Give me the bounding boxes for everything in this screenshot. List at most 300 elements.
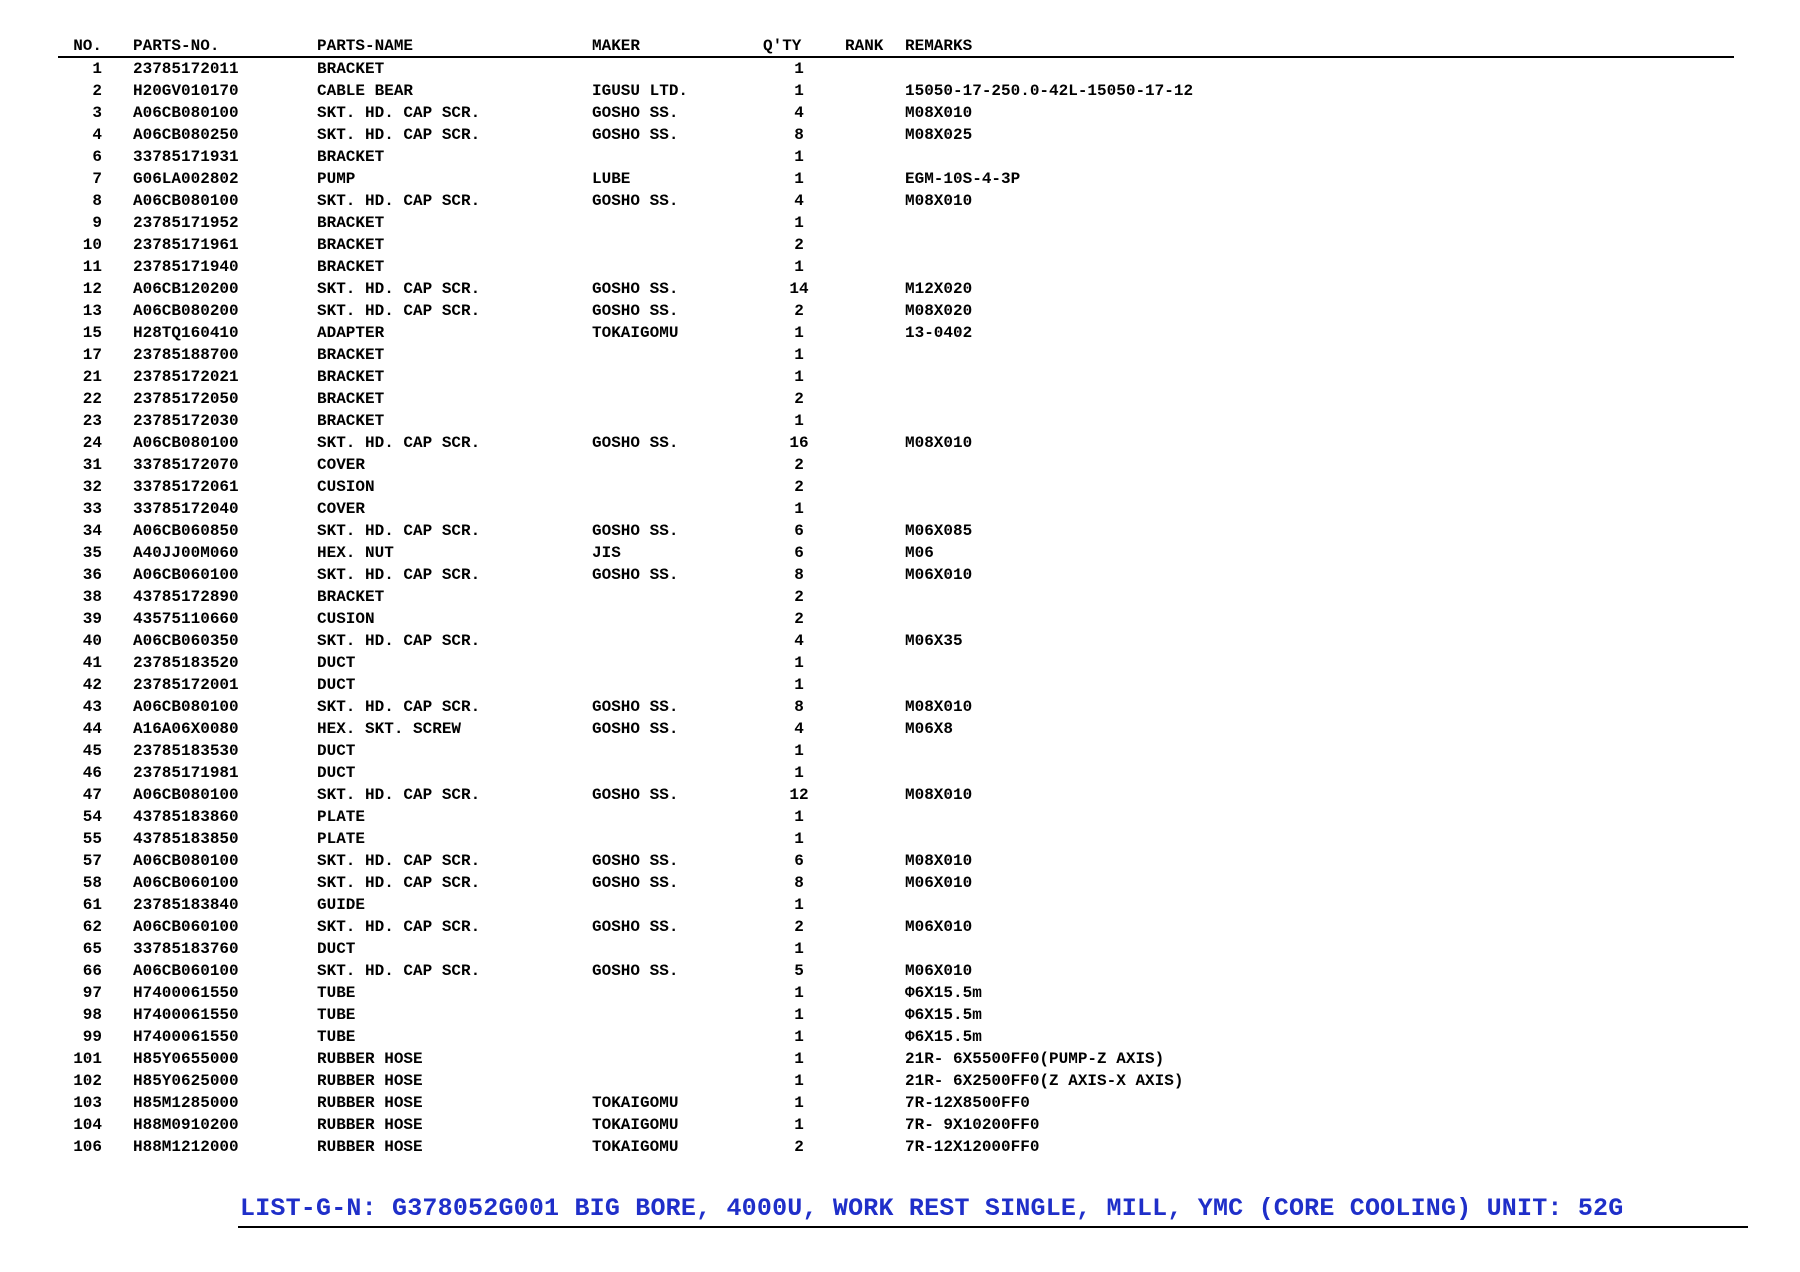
- cell-maker: GOSHO SS.: [592, 720, 679, 738]
- cell-qty: 2: [794, 1138, 804, 1156]
- cell-parts-no: H85Y0625000: [133, 1072, 239, 1090]
- cell-parts-name: COVER: [317, 500, 366, 518]
- cell-qty: 1: [794, 1050, 804, 1068]
- table-row: [58, 146, 1734, 168]
- cell-parts-name: SKT. HD. CAP SCR.: [317, 566, 481, 584]
- cell-parts-no: 23785183840: [133, 896, 239, 914]
- cell-qty: 1: [794, 82, 804, 100]
- cell-qty: 1: [794, 148, 804, 166]
- cell-parts-no: 33785172040: [133, 500, 239, 518]
- cell-no: 101: [73, 1050, 102, 1068]
- cell-no: 41: [82, 654, 102, 672]
- cell-parts-no: 23785172001: [133, 676, 239, 694]
- cell-remarks: M06X010: [905, 962, 973, 980]
- cell-no: 38: [82, 588, 102, 606]
- cell-parts-name: SKT. HD. CAP SCR.: [317, 104, 481, 122]
- table-row: [58, 1026, 1734, 1048]
- cell-parts-no: 23785172011: [133, 60, 239, 78]
- cell-parts-no: H85M1285000: [133, 1094, 239, 1112]
- cell-parts-name: SKT. HD. CAP SCR.: [317, 852, 481, 870]
- cell-qty: 1: [794, 654, 804, 672]
- cell-no: 2: [92, 82, 102, 100]
- cell-qty: 1: [794, 764, 804, 782]
- cell-qty: 1: [794, 940, 804, 958]
- cell-parts-name: SKT. HD. CAP SCR.: [317, 962, 481, 980]
- cell-parts-name: SKT. HD. CAP SCR.: [317, 918, 481, 936]
- cell-no: 17: [82, 346, 102, 364]
- cell-parts-no: A06CB080250: [133, 126, 239, 144]
- cell-qty: 1: [794, 830, 804, 848]
- cell-parts-name: PUMP: [317, 170, 356, 188]
- cell-remarks: M08X010: [905, 698, 973, 716]
- cell-parts-no: A06CB060100: [133, 918, 239, 936]
- cell-qty: 8: [794, 874, 804, 892]
- table-row: [58, 630, 1734, 652]
- cell-remarks: 7R- 9X10200FF0: [905, 1116, 1040, 1134]
- cell-remarks: EGM-10S-4-3P: [905, 170, 1021, 188]
- cell-remarks: 21R- 6X2500FF0(Z AXIS-X AXIS): [905, 1072, 1184, 1090]
- cell-remarks: 7R-12X8500FF0: [905, 1094, 1030, 1112]
- cell-maker: GOSHO SS.: [592, 918, 679, 936]
- cell-qty: 1: [794, 896, 804, 914]
- cell-parts-no: A06CB080100: [133, 192, 239, 210]
- table-body: [58, 58, 1734, 1158]
- table-row: [58, 58, 1734, 80]
- cell-remarks: M06: [905, 544, 934, 562]
- cell-parts-name: HEX. SKT. SCREW: [317, 720, 462, 738]
- cell-parts-name: SKT. HD. CAP SCR.: [317, 434, 481, 452]
- cell-no: 106: [73, 1138, 102, 1156]
- table-row: [58, 234, 1734, 256]
- cell-qty: 2: [794, 302, 804, 320]
- cell-no: 40: [82, 632, 102, 650]
- cell-no: 23: [82, 412, 102, 430]
- cell-qty: 1: [794, 1116, 804, 1134]
- cell-remarks: M06X35: [905, 632, 963, 650]
- cell-parts-no: A06CB060100: [133, 874, 239, 892]
- table-row: [58, 938, 1734, 960]
- table-row: [58, 1114, 1734, 1136]
- table-row: [58, 608, 1734, 630]
- cell-parts-no: A06CB080100: [133, 852, 239, 870]
- list-title: LIST-G-N: G378052G001 BIG BORE, 4000U, WORK REST SINGLE, MILL, YMC (CORE COOLING) UNIT: 52G: [240, 1194, 1624, 1223]
- cell-qty: 1: [794, 346, 804, 364]
- cell-parts-name: SKT. HD. CAP SCR.: [317, 280, 481, 298]
- cell-parts-no: 43785183850: [133, 830, 239, 848]
- table-row: [58, 212, 1734, 234]
- cell-qty: 4: [794, 720, 804, 738]
- table-row: [58, 1092, 1734, 1114]
- table-row: [58, 718, 1734, 740]
- cell-remarks: M08X020: [905, 302, 973, 320]
- cell-no: 98: [82, 1006, 102, 1024]
- cell-no: 34: [82, 522, 102, 540]
- cell-qty: 1: [794, 1072, 804, 1090]
- cell-no: 24: [82, 434, 102, 452]
- header-maker: MAKER: [592, 37, 641, 55]
- cell-parts-no: A06CB080100: [133, 434, 239, 452]
- table-row: [58, 762, 1734, 784]
- cell-qty: 2: [794, 478, 804, 496]
- cell-maker: IGUSU LTD.: [592, 82, 689, 100]
- cell-parts-no: 23785171981: [133, 764, 239, 782]
- cell-qty: 1: [794, 1094, 804, 1112]
- cell-qty: 12: [789, 786, 809, 804]
- cell-parts-name: BRACKET: [317, 214, 385, 232]
- table-row: [58, 322, 1734, 344]
- cell-parts-no: H88M1212000: [133, 1138, 239, 1156]
- cell-qty: 1: [794, 676, 804, 694]
- cell-parts-name: DUCT: [317, 940, 356, 958]
- cell-parts-name: BRACKET: [317, 412, 385, 430]
- table-row: [58, 1004, 1734, 1026]
- cell-qty: 1: [794, 742, 804, 760]
- cell-qty: 1: [794, 368, 804, 386]
- cell-parts-no: 23785171952: [133, 214, 239, 232]
- table-row: [58, 1048, 1734, 1070]
- cell-qty: 6: [794, 522, 804, 540]
- cell-parts-name: RUBBER HOSE: [317, 1050, 423, 1068]
- cell-parts-name: SKT. HD. CAP SCR.: [317, 786, 481, 804]
- cell-qty: 1: [794, 60, 804, 78]
- cell-no: 54: [82, 808, 102, 826]
- cell-no: 11: [82, 258, 102, 276]
- table-row: [58, 168, 1734, 190]
- cell-remarks: M08X010: [905, 852, 973, 870]
- cell-parts-no: H20GV010170: [133, 82, 239, 100]
- cell-parts-no: H7400061550: [133, 984, 239, 1002]
- cell-remarks: M08X010: [905, 104, 973, 122]
- table-row: [58, 652, 1734, 674]
- cell-parts-name: CUSION: [317, 610, 375, 628]
- table-row: [58, 982, 1734, 1004]
- cell-no: 61: [82, 896, 102, 914]
- cell-parts-name: SKT. HD. CAP SCR.: [317, 126, 481, 144]
- cell-remarks: M08X010: [905, 434, 973, 452]
- cell-no: 103: [73, 1094, 102, 1112]
- cell-qty: 2: [794, 390, 804, 408]
- cell-no: 8: [92, 192, 102, 210]
- cell-parts-no: 23785171940: [133, 258, 239, 276]
- cell-parts-name: PLATE: [317, 808, 366, 826]
- cell-parts-name: BRACKET: [317, 346, 385, 364]
- cell-parts-no: 33785183760: [133, 940, 239, 958]
- cell-qty: 2: [794, 588, 804, 606]
- header-qty: Q'TY: [763, 37, 802, 55]
- cell-parts-name: DUCT: [317, 742, 356, 760]
- cell-parts-no: 33785172061: [133, 478, 239, 496]
- cell-parts-no: 33785171931: [133, 148, 239, 166]
- cell-qty: 8: [794, 566, 804, 584]
- table-row: [58, 80, 1734, 102]
- table-row: [58, 102, 1734, 124]
- cell-no: 31: [82, 456, 102, 474]
- cell-maker: GOSHO SS.: [592, 962, 679, 980]
- cell-no: 1: [92, 60, 102, 78]
- cell-parts-name: TUBE: [317, 1028, 356, 1046]
- cell-no: 36: [82, 566, 102, 584]
- cell-parts-no: H7400061550: [133, 1006, 239, 1024]
- cell-parts-no: 33785172070: [133, 456, 239, 474]
- cell-parts-no: A06CB060350: [133, 632, 239, 650]
- cell-parts-name: RUBBER HOSE: [317, 1072, 423, 1090]
- cell-parts-no: A06CB060100: [133, 962, 239, 980]
- cell-parts-no: 23785172030: [133, 412, 239, 430]
- cell-parts-name: BRACKET: [317, 588, 385, 606]
- table-row: [58, 410, 1734, 432]
- cell-no: 58: [82, 874, 102, 892]
- cell-maker: LUBE: [592, 170, 631, 188]
- cell-maker: TOKAIGOMU: [592, 324, 679, 342]
- parts-table: [58, 36, 1734, 1158]
- cell-qty: 8: [794, 698, 804, 716]
- cell-parts-name: BRACKET: [317, 148, 385, 166]
- table-row: [58, 388, 1734, 410]
- cell-qty: 1: [794, 500, 804, 518]
- cell-remarks: M06X010: [905, 918, 973, 936]
- table-row: [58, 278, 1734, 300]
- cell-no: 32: [82, 478, 102, 496]
- cell-parts-name: CABLE BEAR: [317, 82, 414, 100]
- cell-remarks: M08X025: [905, 126, 973, 144]
- cell-no: 46: [82, 764, 102, 782]
- cell-qty: 1: [794, 1006, 804, 1024]
- cell-parts-no: A06CB120200: [133, 280, 239, 298]
- cell-qty: 1: [794, 808, 804, 826]
- cell-parts-name: SKT. HD. CAP SCR.: [317, 632, 481, 650]
- cell-qty: 1: [794, 984, 804, 1002]
- cell-parts-no: H85Y0655000: [133, 1050, 239, 1068]
- cell-no: 3: [92, 104, 102, 122]
- cell-maker: GOSHO SS.: [592, 852, 679, 870]
- cell-qty: 2: [794, 918, 804, 936]
- cell-qty: 1: [794, 324, 804, 342]
- cell-maker: GOSHO SS.: [592, 874, 679, 892]
- table-row: [58, 784, 1734, 806]
- table-row: [58, 300, 1734, 322]
- cell-no: 43: [82, 698, 102, 716]
- cell-parts-no: A06CB080100: [133, 104, 239, 122]
- cell-no: 55: [82, 830, 102, 848]
- cell-parts-no: A06CB080100: [133, 698, 239, 716]
- cell-qty: 14: [789, 280, 809, 298]
- cell-parts-name: BRACKET: [317, 390, 385, 408]
- table-row: [58, 960, 1734, 982]
- table-row: [58, 498, 1734, 520]
- table-row: [58, 828, 1734, 850]
- list-title-bar: [238, 1186, 1748, 1228]
- cell-maker: GOSHO SS.: [592, 786, 679, 804]
- cell-qty: 8: [794, 126, 804, 144]
- cell-parts-no: A16A06X0080: [133, 720, 239, 738]
- cell-qty: 4: [794, 192, 804, 210]
- cell-parts-no: 23785172021: [133, 368, 239, 386]
- table-row: [58, 542, 1734, 564]
- cell-parts-name: DUCT: [317, 764, 356, 782]
- cell-maker: GOSHO SS.: [592, 566, 679, 584]
- cell-parts-name: TUBE: [317, 1006, 356, 1024]
- table-header: [58, 36, 1734, 58]
- cell-remarks: M08X010: [905, 786, 973, 804]
- cell-qty: 1: [794, 170, 804, 188]
- cell-maker: GOSHO SS.: [592, 104, 679, 122]
- table-row: [58, 586, 1734, 608]
- cell-parts-name: TUBE: [317, 984, 356, 1002]
- cell-parts-name: RUBBER HOSE: [317, 1116, 423, 1134]
- cell-no: 15: [82, 324, 102, 342]
- header-remarks: REMARKS: [905, 37, 973, 55]
- cell-no: 22: [82, 390, 102, 408]
- cell-no: 97: [82, 984, 102, 1002]
- cell-parts-no: H88M0910200: [133, 1116, 239, 1134]
- cell-parts-no: 23785183530: [133, 742, 239, 760]
- table-row: [58, 476, 1734, 498]
- cell-remarks: M06X010: [905, 874, 973, 892]
- cell-qty: 4: [794, 632, 804, 650]
- table-row: [58, 740, 1734, 762]
- cell-parts-no: 23785171961: [133, 236, 239, 254]
- cell-remarks: M06X8: [905, 720, 954, 738]
- cell-qty: 6: [794, 544, 804, 562]
- cell-qty: 1: [794, 258, 804, 276]
- cell-no: 35: [82, 544, 102, 562]
- cell-qty: 6: [794, 852, 804, 870]
- table-row: [58, 124, 1734, 146]
- cell-no: 9: [92, 214, 102, 232]
- table-row: [58, 454, 1734, 476]
- table-row: [58, 344, 1734, 366]
- cell-no: 21: [82, 368, 102, 386]
- cell-no: 10: [82, 236, 102, 254]
- cell-parts-name: BRACKET: [317, 60, 385, 78]
- cell-no: 7: [92, 170, 102, 188]
- cell-parts-no: 23785183520: [133, 654, 239, 672]
- table-row: [58, 366, 1734, 388]
- table-row: [58, 696, 1734, 718]
- cell-parts-no: 43785183860: [133, 808, 239, 826]
- cell-parts-no: 23785188700: [133, 346, 239, 364]
- cell-maker: TOKAIGOMU: [592, 1138, 679, 1156]
- cell-parts-name: SKT. HD. CAP SCR.: [317, 874, 481, 892]
- cell-no: 45: [82, 742, 102, 760]
- cell-maker: GOSHO SS.: [592, 280, 679, 298]
- cell-parts-no: A06CB060850: [133, 522, 239, 540]
- cell-qty: 2: [794, 456, 804, 474]
- table-row: [58, 894, 1734, 916]
- cell-remarks: M06X085: [905, 522, 973, 540]
- cell-parts-no: 23785172050: [133, 390, 239, 408]
- cell-parts-name: SKT. HD. CAP SCR.: [317, 698, 481, 716]
- cell-maker: GOSHO SS.: [592, 698, 679, 716]
- cell-qty: 1: [794, 412, 804, 430]
- cell-parts-name: BRACKET: [317, 236, 385, 254]
- cell-qty: 5: [794, 962, 804, 980]
- cell-no: 102: [73, 1072, 102, 1090]
- cell-maker: GOSHO SS.: [592, 192, 679, 210]
- cell-remarks: M12X020: [905, 280, 973, 298]
- cell-remarks: Φ6X15.5m: [905, 1006, 982, 1024]
- cell-parts-name: DUCT: [317, 654, 356, 672]
- cell-parts-name: BRACKET: [317, 368, 385, 386]
- cell-qty: 2: [794, 610, 804, 628]
- cell-no: 99: [82, 1028, 102, 1046]
- cell-remarks: 21R- 6X5500FF0(PUMP-Z AXIS): [905, 1050, 1165, 1068]
- cell-no: 33: [82, 500, 102, 518]
- table-row: [58, 674, 1734, 696]
- cell-maker: GOSHO SS.: [592, 434, 679, 452]
- cell-remarks: Φ6X15.5m: [905, 984, 982, 1002]
- cell-parts-no: 43785172890: [133, 588, 239, 606]
- cell-no: 42: [82, 676, 102, 694]
- cell-no: 47: [82, 786, 102, 804]
- header-parts-name: PARTS-NAME: [317, 37, 414, 55]
- table-row: [58, 872, 1734, 894]
- table-row: [58, 520, 1734, 542]
- cell-qty: 16: [789, 434, 809, 452]
- cell-remarks: 7R-12X12000FF0: [905, 1138, 1040, 1156]
- cell-qty: 1: [794, 214, 804, 232]
- cell-maker: GOSHO SS.: [592, 126, 679, 144]
- cell-parts-name: SKT. HD. CAP SCR.: [317, 522, 481, 540]
- table-row: [58, 1136, 1734, 1158]
- cell-maker: TOKAIGOMU: [592, 1094, 679, 1112]
- cell-parts-no: A40JJ00M060: [133, 544, 239, 562]
- cell-no: 4: [92, 126, 102, 144]
- cell-no: 62: [82, 918, 102, 936]
- cell-parts-name: RUBBER HOSE: [317, 1094, 423, 1112]
- header-parts-no: PARTS-NO.: [133, 37, 220, 55]
- cell-parts-no: 43575110660: [133, 610, 239, 628]
- cell-parts-no: H7400061550: [133, 1028, 239, 1046]
- cell-parts-name: BRACKET: [317, 258, 385, 276]
- cell-maker: GOSHO SS.: [592, 522, 679, 540]
- cell-parts-name: RUBBER HOSE: [317, 1138, 423, 1156]
- cell-parts-name: ADAPTER: [317, 324, 385, 342]
- cell-parts-no: H28TQ160410: [133, 324, 239, 342]
- cell-remarks: 13-0402: [905, 324, 973, 342]
- cell-qty: 1: [794, 1028, 804, 1046]
- header-no: NO.: [73, 37, 102, 55]
- cell-maker: GOSHO SS.: [592, 302, 679, 320]
- cell-no: 66: [82, 962, 102, 980]
- cell-no: 44: [82, 720, 102, 738]
- cell-parts-name: GUIDE: [317, 896, 366, 914]
- cell-parts-name: HEX. NUT: [317, 544, 394, 562]
- cell-remarks: M08X010: [905, 192, 973, 210]
- cell-parts-name: PLATE: [317, 830, 366, 848]
- cell-parts-no: G06LA002802: [133, 170, 239, 188]
- cell-parts-no: A06CB080200: [133, 302, 239, 320]
- cell-no: 104: [73, 1116, 102, 1134]
- cell-no: 65: [82, 940, 102, 958]
- cell-parts-name: SKT. HD. CAP SCR.: [317, 192, 481, 210]
- cell-no: 12: [82, 280, 102, 298]
- cell-qty: 2: [794, 236, 804, 254]
- table-row: [58, 916, 1734, 938]
- cell-parts-no: A06CB060100: [133, 566, 239, 584]
- table-row: [58, 190, 1734, 212]
- table-row: [58, 806, 1734, 828]
- cell-parts-name: COVER: [317, 456, 366, 474]
- cell-qty: 4: [794, 104, 804, 122]
- cell-maker: TOKAIGOMU: [592, 1116, 679, 1134]
- cell-parts-name: SKT. HD. CAP SCR.: [317, 302, 481, 320]
- cell-no: 13: [82, 302, 102, 320]
- table-row: [58, 1070, 1734, 1092]
- cell-parts-no: A06CB080100: [133, 786, 239, 804]
- cell-no: 57: [82, 852, 102, 870]
- cell-no: 39: [82, 610, 102, 628]
